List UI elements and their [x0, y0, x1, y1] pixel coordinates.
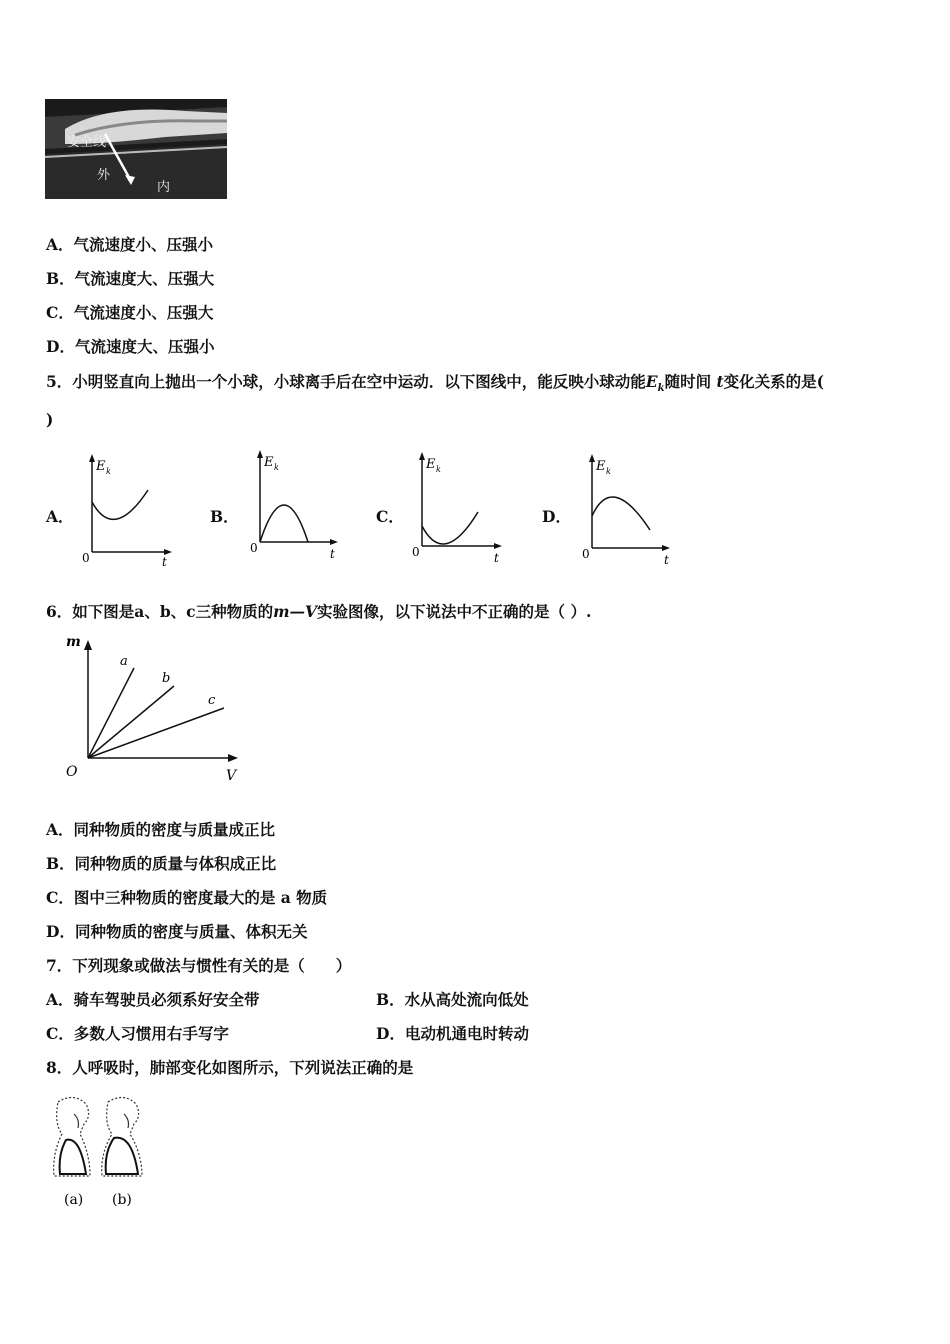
- lung-diagram: [46, 1094, 150, 1210]
- svg-text:V: V: [226, 768, 237, 782]
- q6-option-d[interactable]: D．同种物质的密度与质量、体积无关: [46, 922, 308, 941]
- svg-text:0: 0: [412, 545, 420, 559]
- svg-text:m: m: [66, 634, 81, 650]
- train-platform-photo: [45, 99, 227, 199]
- svg-text:k: k: [606, 467, 611, 476]
- option-text: 气流速度大、压强小: [74, 337, 215, 356]
- label-b: (b): [112, 1192, 132, 1208]
- q7-option-b[interactable]: B．水从高处流向低处: [376, 990, 529, 1009]
- svg-text:0: 0: [582, 547, 590, 561]
- svg-text:k: k: [436, 465, 441, 474]
- q6-mv-graph: [60, 632, 250, 782]
- svg-text:E: E: [264, 455, 274, 470]
- q7-option-c[interactable]: C．多数人习惯用右手写字: [46, 1024, 229, 1043]
- q6-option-b[interactable]: B．同种物质的质量与体积成正比: [46, 854, 277, 873]
- inner-label: 内: [157, 180, 171, 195]
- q5-graph-c: [406, 450, 506, 568]
- q6-option-a[interactable]: A．同种物质的密度与质量成正比: [46, 820, 276, 839]
- option-key: D．: [46, 337, 75, 356]
- svg-text:t: t: [494, 551, 499, 565]
- q5-stem: 5．小明竖直向上抛出一个小球，小球离手后在空中运动．以下图线中，能反映小球动能$E_k$随时间 t变化关系的是(: [46, 372, 824, 395]
- q5-graph-d: [576, 452, 676, 570]
- svg-text:E: E: [96, 459, 106, 474]
- option-key: C．: [46, 303, 74, 322]
- q4-option-a[interactable]: [46, 235, 213, 255]
- svg-text:0: 0: [250, 541, 258, 555]
- q5-option-c[interactable]: C．: [376, 507, 404, 526]
- option-text: 气流速度小、压强小: [73, 235, 214, 254]
- label-a: (a): [64, 1192, 84, 1208]
- q5-option-d[interactable]: D．: [542, 507, 571, 526]
- svg-text:E: E: [596, 459, 606, 474]
- safety-line-label: 安全线: [67, 135, 107, 150]
- option-text: 气流速度大、压强大: [74, 269, 215, 288]
- q6-option-c[interactable]: C．图中三种物质的密度最大的是 a 物质: [46, 888, 328, 907]
- option-text: 气流速度小、压强大: [73, 303, 214, 322]
- svg-text:0: 0: [82, 551, 90, 565]
- line-b-label: b: [162, 671, 171, 686]
- q8-stem: 8．人呼吸时，肺部变化如图所示，下列说法正确的是: [46, 1058, 414, 1077]
- q7-option-d[interactable]: D．电动机通电时转动: [376, 1024, 529, 1043]
- svg-text:E: E: [426, 457, 436, 472]
- q7-option-a[interactable]: A．骑车驾驶员必须系好安全带: [46, 990, 260, 1009]
- svg-text:t: t: [162, 555, 167, 569]
- q6-stem: 6．如下图是a、b、c三种物质的m—V实验图像，以下说法中不正确的是（ ）.: [46, 602, 592, 621]
- q5-graph-a: [76, 452, 176, 570]
- svg-text:O: O: [66, 764, 78, 780]
- q5-option-a[interactable]: A．: [46, 507, 74, 526]
- line-c-label: c: [208, 693, 216, 708]
- q5-stem-end: ): [46, 410, 54, 429]
- line-a-label: a: [120, 654, 128, 669]
- outer-label: 外: [97, 168, 111, 183]
- option-key: A．: [46, 235, 74, 254]
- q7-stem: 7．下列现象或做法与惯性有关的是（ ）: [46, 956, 352, 975]
- svg-text:k: k: [274, 463, 279, 472]
- q4-option-d[interactable]: [46, 337, 214, 357]
- q5-option-b[interactable]: B．: [210, 507, 239, 526]
- svg-text:t: t: [330, 547, 335, 561]
- q5-graph-b: [244, 448, 344, 566]
- svg-text:k: k: [106, 467, 111, 476]
- q4-option-c[interactable]: [46, 303, 213, 323]
- svg-text:t: t: [664, 553, 669, 567]
- option-key: B．: [46, 269, 75, 288]
- q4-option-b[interactable]: [46, 269, 214, 289]
